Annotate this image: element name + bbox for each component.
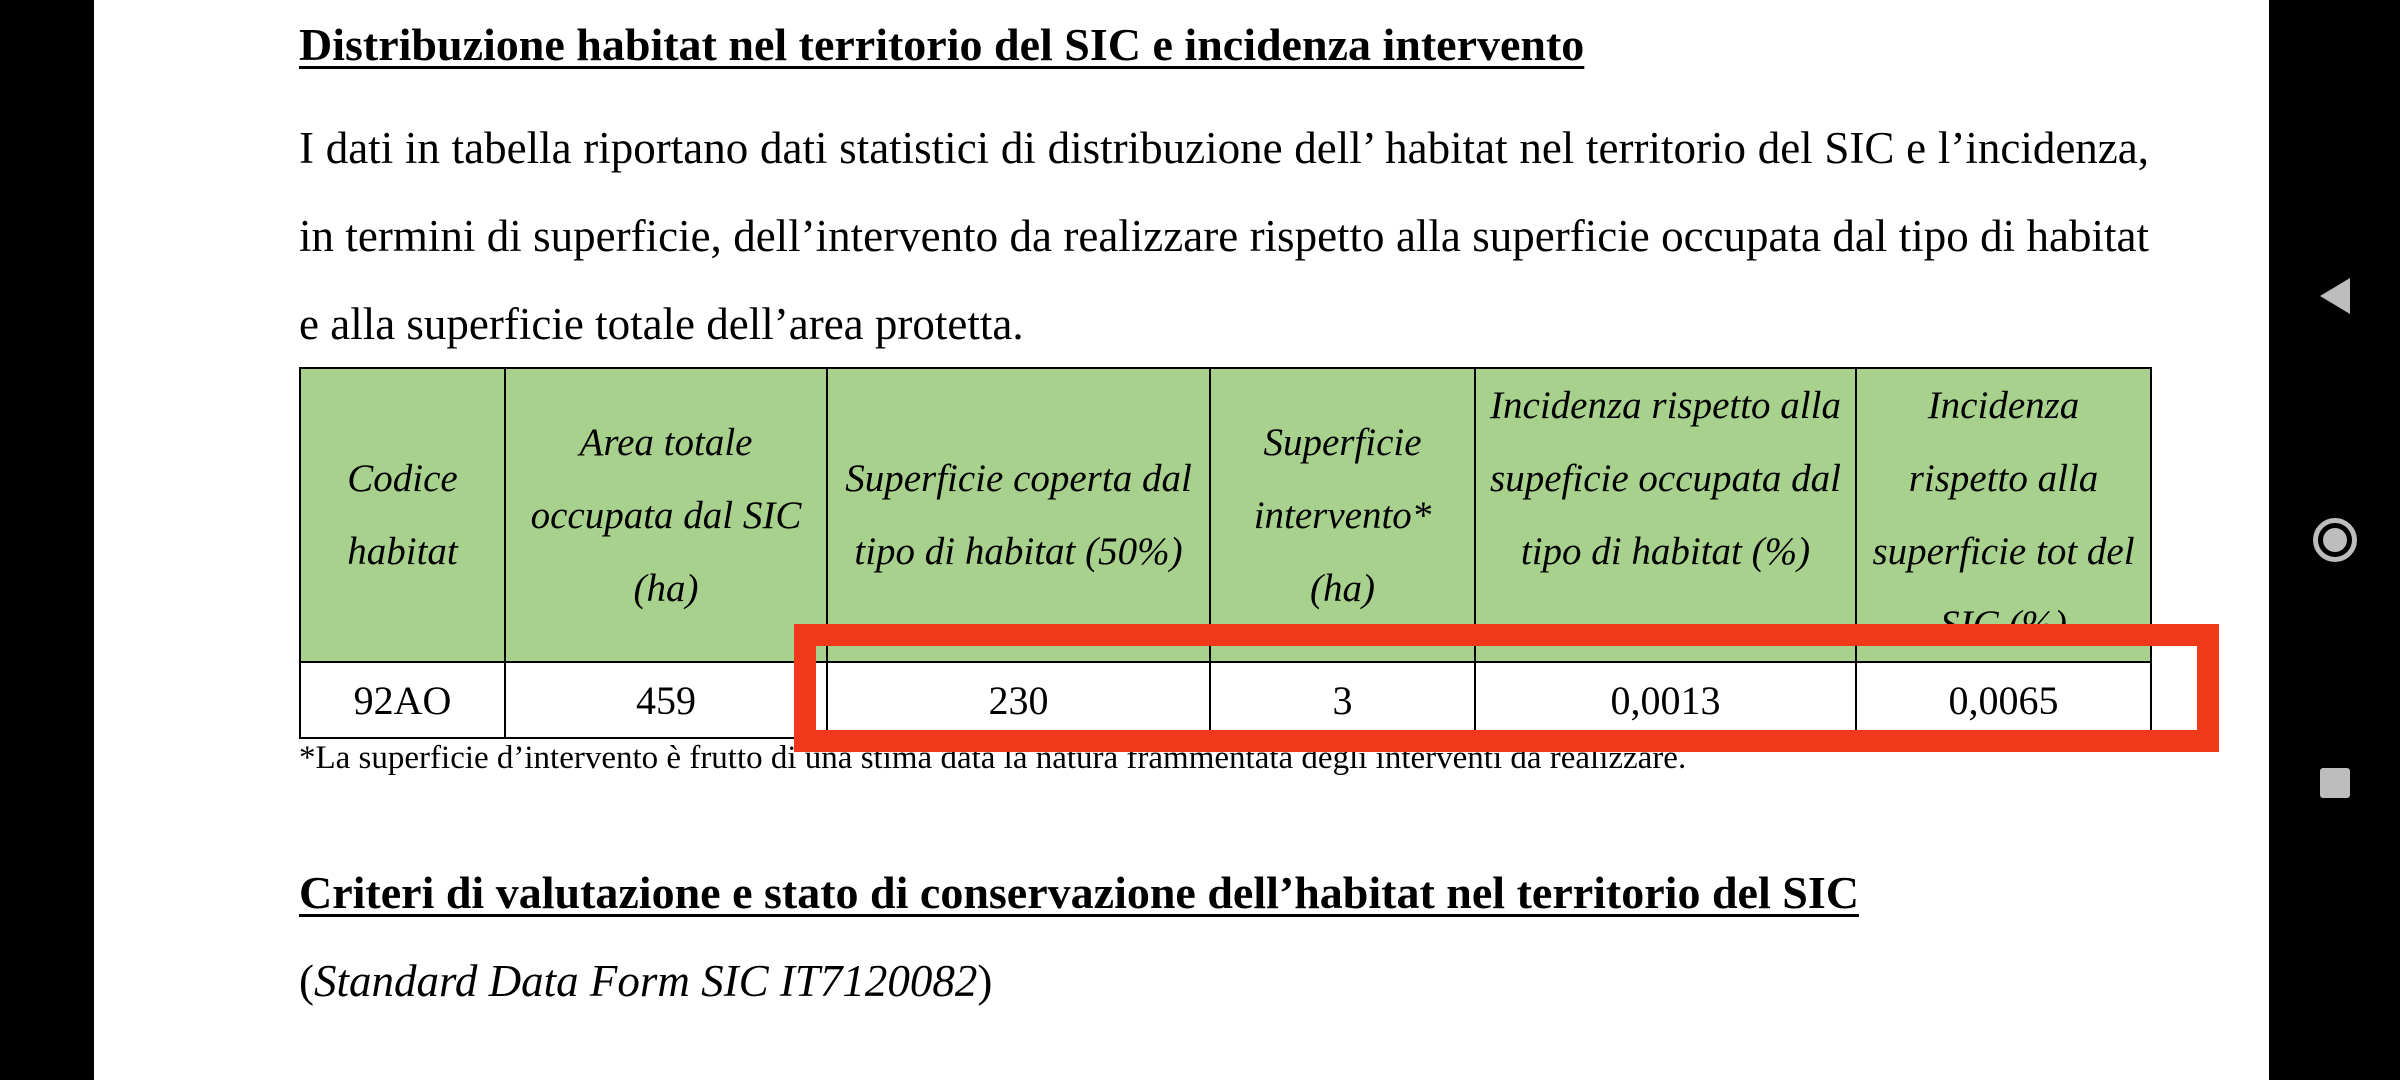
intro-paragraph: I dati in tabella riportano dati statistici di distribuzione dell’ habitat nel territorio del SIC e l’incidenza, in termini di superficie, dell’intervento da realizzare rispetto alla superficie occupata dal tipo di habitat e alla superficie totale dell’area protetta. bbox=[299, 123, 2149, 349]
cell-superficie-coperta: 230 bbox=[827, 662, 1210, 738]
header-incidenza-sic: Incidenza rispetto alla superficie tot del SIC (%) bbox=[1856, 368, 2151, 662]
cell-superficie-intervento: 3 bbox=[1210, 662, 1475, 738]
header-codice-habitat: Codice habitat bbox=[300, 368, 505, 662]
header-superficie-coperta: Superficie coperta dal tipo di habitat (50%) bbox=[827, 368, 1210, 662]
cell-codice: 92AO bbox=[300, 662, 505, 738]
standard-form-text: Standard Data Form SIC IT7120082 bbox=[314, 956, 978, 1006]
header-incidenza-habitat: Incidenza rispetto alla supeficie occupata dal tipo di habitat (%) bbox=[1475, 368, 1856, 662]
section-heading-criteri: Criteri di valutazione e stato di conservazione dell’habitat nel territorio del SIC bbox=[299, 867, 1859, 918]
home-button[interactable] bbox=[2305, 510, 2365, 570]
table-footnote: *La superficie d’intervento è frutto di una stima data la natura frammentata degli interventi da realizzare. bbox=[299, 740, 1687, 776]
recents-square-icon bbox=[2320, 768, 2350, 798]
back-triangle-icon bbox=[2320, 278, 2350, 314]
table-header-row bbox=[300, 368, 2151, 662]
red-highlight-annotation bbox=[794, 624, 2219, 752]
android-navigation-bar bbox=[2269, 0, 2400, 1080]
cell-area-totale: 459 bbox=[505, 662, 827, 738]
section-heading-distribuzione: Distribuzione habitat nel territorio del SIC e incidenza intervento bbox=[299, 19, 1585, 70]
document-page[interactable] bbox=[94, 0, 2269, 1080]
paren-open: ( bbox=[299, 956, 314, 1006]
header-area-totale: Area totale occupata dal SIC (ha) bbox=[505, 368, 827, 662]
home-circle-icon bbox=[2313, 518, 2357, 562]
recents-button[interactable] bbox=[2305, 753, 2365, 813]
cell-incidenza-habitat: 0,0013 bbox=[1475, 662, 1856, 738]
back-button[interactable] bbox=[2305, 266, 2365, 326]
cell-incidenza-sic: 0,0065 bbox=[1856, 662, 2151, 738]
standard-data-form-reference bbox=[299, 955, 992, 1007]
paren-close: ) bbox=[977, 956, 993, 1006]
header-superficie-intervento: Superficie intervento* (ha) bbox=[1210, 368, 1475, 662]
